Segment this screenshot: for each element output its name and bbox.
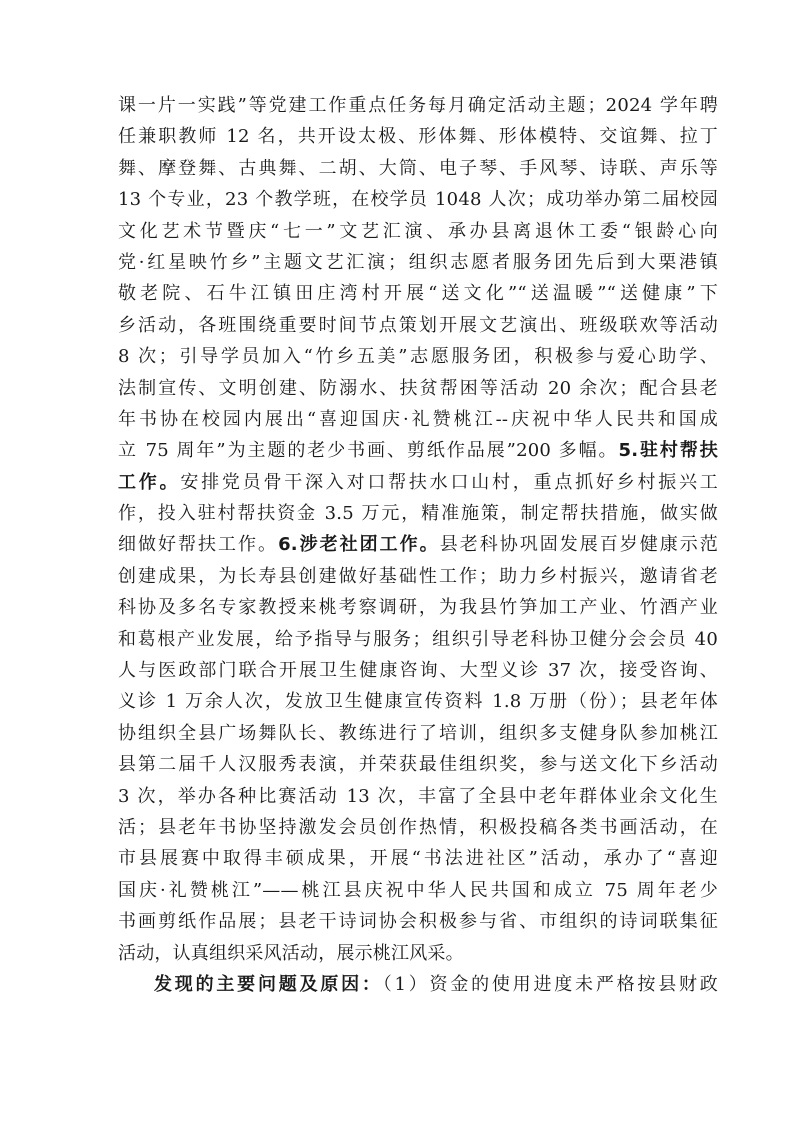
text-line: 活；县老年书协坚持激发会员创作热情，积极投稿各类书画活动，在 bbox=[118, 816, 718, 838]
text-line bbox=[118, 529, 718, 560]
text-segment: 县老科协巩固发展百岁健康示范 bbox=[439, 534, 718, 556]
text-line: 敬老院、石牛江镇田庄湾村开展“送文化”“送温暖”“送健康”下 bbox=[118, 283, 718, 305]
text-line: 任兼职教师 12 名，共开设太极、形体舞、形体模特、交谊舞、拉丁 bbox=[118, 126, 718, 148]
text-segment: （1）资金的使用进度未严格按县财政 bbox=[382, 973, 718, 995]
text-line: 法制宣传、文明创建、防溺水、扶贫帮困等活动 20 余次；配合县老 bbox=[118, 377, 718, 399]
text-line: 市县展赛中取得丰硕成果，开展“书法进社区”活动，承办了“喜迎 bbox=[118, 848, 718, 870]
text-line: 国庆·礼赞桃江”——桃江县庆祝中华人民共国和成立 75 周年老少 bbox=[118, 879, 718, 901]
text-line: 8 次；引导学员加入“竹乡五美”志愿服务团，积极参与爱心助学、 bbox=[118, 346, 718, 368]
text-line: 科协及多名专家教授来桃考察调研，为我县竹笋加工产业、竹酒产业 bbox=[118, 597, 718, 619]
text-line: 课一片一实践”等党建工作重点任务每月确定活动主题；2024 学年聘 bbox=[118, 95, 718, 116]
section-heading-elderly-associations: 6.涉老社团工作。 bbox=[278, 534, 440, 556]
text-line: 协组织全县广场舞队长、教练进行了培训，组织多支健身队参加桃江 bbox=[118, 722, 718, 744]
text-line: 作，投入驻村帮扶资金 3.5 万元，精准施策，制定帮扶措施，做实做 bbox=[118, 503, 718, 525]
text-line: 文化艺术节暨庆“七一”文艺汇演、承办县离退休工委“银龄心向 bbox=[118, 220, 718, 242]
text-line: 年书协在校园内展出“喜迎国庆·礼赞桃江--庆祝中华人民共和国成 bbox=[118, 408, 718, 430]
document-body bbox=[118, 90, 718, 1000]
text-line: 13 个专业，23 个教学班，在校学员 1048 人次；成功举办第二届校园 bbox=[118, 189, 718, 211]
text-line: 乡活动，各班围绕重要时间节点策划开展文艺演出、班级联欢等活动 bbox=[118, 314, 718, 336]
text-line: 党·红星映竹乡”主题文艺汇演；组织志愿者服务团先后到大栗港镇 bbox=[118, 251, 718, 273]
text-line: 义诊 1 万余人次，发放卫生健康宣传资料 1.8 万册（份）；县老年体 bbox=[118, 691, 718, 713]
text-line: 书画剪纸作品展；县老干诗词协会积极参与省、市组织的诗词联集征 bbox=[118, 911, 718, 933]
text-line: 人与医政部门联合开展卫生健康咨询、大型义诊 37 次，接受咨询、 bbox=[118, 660, 718, 682]
text-line: 创建成果，为长寿县创建做好基础性工作；助力乡村振兴，邀请省老 bbox=[118, 565, 718, 587]
text-line: 活动，认真组织采风活动，展示桃江风采。 bbox=[118, 942, 464, 964]
section-heading-village-assistance-cont: 工作。 bbox=[118, 471, 181, 493]
text-line: 舞、摩登舞、古典舞、二胡、大筒、电子琴、手风琴、诗联、声乐等 bbox=[118, 157, 718, 179]
section-heading-main-problems: 发现的主要问题及原因： bbox=[154, 973, 383, 995]
text-line bbox=[118, 435, 718, 466]
text-line bbox=[118, 467, 718, 498]
text-line bbox=[118, 969, 718, 1000]
text-segment: 立 75 周年”为主题的老少书画、剪纸作品展”200 多幅。 bbox=[118, 440, 619, 462]
text-line: 和葛根产业发展，给予指导与服务；组织引导老科协卫健分会会员 40 bbox=[118, 628, 718, 650]
text-segment: 安排党员骨干深入对口帮扶水口山村，重点抓好乡村振兴工 bbox=[180, 471, 718, 493]
text-line: 3 次，举办各种比赛活动 13 次，丰富了全县中老年群体业余文化生 bbox=[118, 785, 718, 807]
text-segment: 细做好帮扶工作。 bbox=[118, 534, 279, 556]
text-line: 县第二届千人汉服秀表演，并荣获最佳组织奖，参与送文化下乡活动 bbox=[118, 754, 718, 776]
section-heading-village-assistance: 5.驻村帮扶 bbox=[618, 440, 719, 462]
